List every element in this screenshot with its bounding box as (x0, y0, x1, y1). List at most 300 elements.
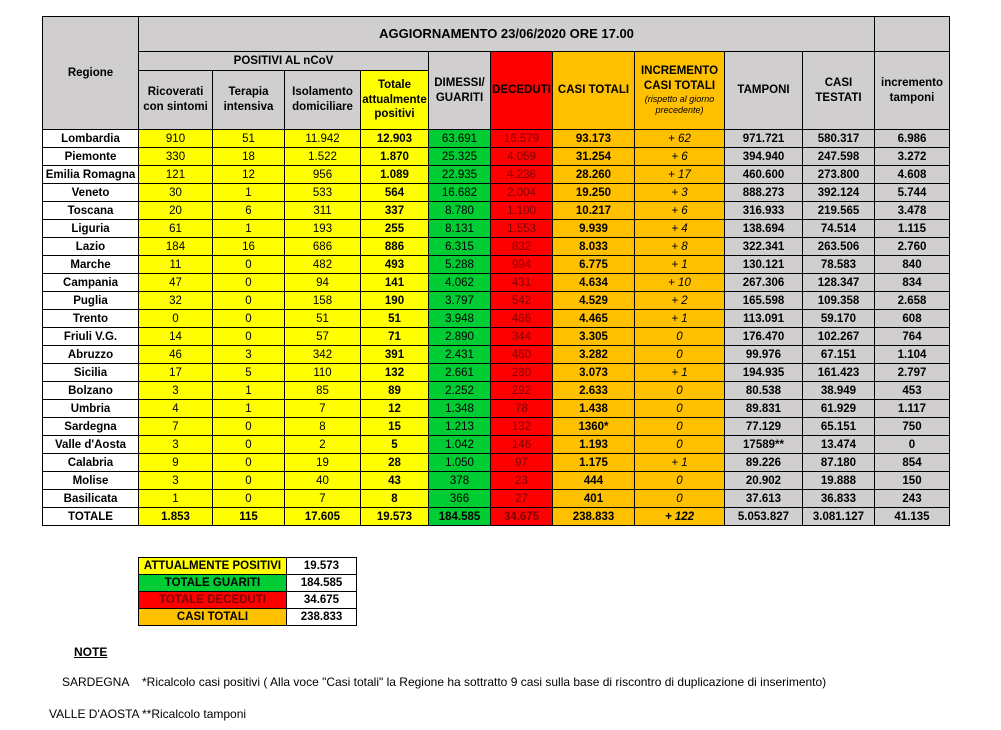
cell-terapia: 12 (213, 166, 285, 184)
cell-totale-positivi: 15 (361, 418, 429, 436)
cell-totale-positivi: 337 (361, 202, 429, 220)
cell-ricoverati: 121 (139, 166, 213, 184)
cell-casi-totali: 4.529 (553, 292, 635, 310)
cell-dimessi: 366 (429, 490, 491, 508)
header-positivi-group: POSITIVI AL nCoV (139, 52, 429, 71)
cell-casi-testati: 219.565 (803, 202, 875, 220)
cell-incremento-tamponi: 243 (875, 490, 950, 508)
cell-isolamento: 8 (285, 418, 361, 436)
cell-regione: Valle d'Aosta (43, 436, 139, 454)
cell-regione: Bolzano (43, 382, 139, 400)
cell-terapia: 0 (213, 274, 285, 292)
header-incremento-tamponi: incremento tamponi (875, 52, 950, 130)
cell-ricoverati: 14 (139, 328, 213, 346)
cell-deceduti: 78 (491, 400, 553, 418)
cell-terapia: 5 (213, 364, 285, 382)
cell-deceduti: 1.100 (491, 202, 553, 220)
cell-incremento-tamponi: 150 (875, 472, 950, 490)
cell-casi-testati: 13.474 (803, 436, 875, 454)
cell-deceduti: 146 (491, 436, 553, 454)
cell-casi-totali: 31.254 (553, 148, 635, 166)
cell-incremento-tamponi: 5.744 (875, 184, 950, 202)
cell-terapia: 0 (213, 454, 285, 472)
cell-incremento: + 4 (635, 220, 725, 238)
cell-totale-positivi: 141 (361, 274, 429, 292)
cell-isolamento: 19 (285, 454, 361, 472)
cell-deceduti: 280 (491, 364, 553, 382)
cell-terapia: 51 (213, 130, 285, 148)
cell-dimessi: 1.042 (429, 436, 491, 454)
cell-incremento: + 62 (635, 130, 725, 148)
summary-label: TOTALE DECEDUTI (139, 592, 287, 609)
cell-isolamento: 686 (285, 238, 361, 256)
cell-incremento: + 1 (635, 364, 725, 382)
cell-incremento: + 6 (635, 202, 725, 220)
cell-ricoverati: 330 (139, 148, 213, 166)
cell-dimessi: 5.288 (429, 256, 491, 274)
table-row (43, 292, 950, 310)
summary-label: CASI TOTALI (139, 609, 287, 626)
cell-casi-totali: 4.634 (553, 274, 635, 292)
cell-tamponi: 267.306 (725, 274, 803, 292)
cell-terapia: 1 (213, 382, 285, 400)
header-terapia: Terapia intensiva (213, 71, 285, 130)
cell-ricoverati: 184 (139, 238, 213, 256)
cell-ricoverati: 46 (139, 346, 213, 364)
cell-dimessi: 2.431 (429, 346, 491, 364)
cell-terapia: 1 (213, 400, 285, 418)
cell-regione: Umbria (43, 400, 139, 418)
note-text-sardegna: *Ricalcolo casi positivi ( Alla voce "Casi totali" la Regione ha sottratto 9 casi sulla base di riscontro di duplicazione di inserimento) (142, 675, 827, 689)
cell-isolamento: 85 (285, 382, 361, 400)
cell-casi-testati: 3.081.127 (803, 508, 875, 526)
cell-regione: Abruzzo (43, 346, 139, 364)
cell-incremento-tamponi: 750 (875, 418, 950, 436)
cell-incremento: 0 (635, 328, 725, 346)
header-incremento-label: INCREMENTO CASI TOTALI (640, 65, 719, 93)
cell-incremento: + 1 (635, 454, 725, 472)
table-row (43, 400, 950, 418)
cell-regione: Friuli V.G. (43, 328, 139, 346)
header-incremento (635, 52, 725, 130)
cell-regione: Calabria (43, 454, 139, 472)
note-text-valle-daosta: **Ricalcolo tamponi (142, 707, 247, 721)
table-row (43, 454, 950, 472)
cell-isolamento: 11.942 (285, 130, 361, 148)
cell-tamponi: 113.091 (725, 310, 803, 328)
table-row (43, 184, 950, 202)
summary-label: TOTALE GUARITI (139, 575, 287, 592)
cell-incremento-tamponi: 834 (875, 274, 950, 292)
cell-terapia: 6 (213, 202, 285, 220)
table-body (43, 130, 950, 526)
table-row (43, 328, 950, 346)
cell-terapia: 1 (213, 220, 285, 238)
cell-incremento: + 6 (635, 148, 725, 166)
cell-regione: Sardegna (43, 418, 139, 436)
cell-regione: Marche (43, 256, 139, 274)
cell-totale-positivi: 12.903 (361, 130, 429, 148)
cell-incremento-tamponi: 1.104 (875, 346, 950, 364)
cell-deceduti: 16.579 (491, 130, 553, 148)
cell-deceduti: 2.004 (491, 184, 553, 202)
cell-casi-testati: 59.170 (803, 310, 875, 328)
cell-dimessi: 4.062 (429, 274, 491, 292)
cell-ricoverati: 1 (139, 490, 213, 508)
cell-tamponi: 130.121 (725, 256, 803, 274)
cell-casi-totali: 6.775 (553, 256, 635, 274)
table-row (43, 346, 950, 364)
table-row (43, 238, 950, 256)
cell-dimessi: 2.252 (429, 382, 491, 400)
cell-tamponi: 322.341 (725, 238, 803, 256)
cell-incremento-tamponi: 1.117 (875, 400, 950, 418)
cell-casi-testati: 109.358 (803, 292, 875, 310)
cell-casi-testati: 74.514 (803, 220, 875, 238)
cell-deceduti: 344 (491, 328, 553, 346)
cell-casi-totali: 238.833 (553, 508, 635, 526)
cell-regione: Puglia (43, 292, 139, 310)
summary-row (139, 575, 357, 592)
cell-casi-testati: 580.317 (803, 130, 875, 148)
cell-casi-totali: 3.305 (553, 328, 635, 346)
cell-incremento: + 10 (635, 274, 725, 292)
header-ricoverati: Ricoverati con sintomi (139, 71, 213, 130)
cell-ricoverati: 11 (139, 256, 213, 274)
cell-isolamento: 7 (285, 400, 361, 418)
cell-incremento-tamponi: 840 (875, 256, 950, 274)
table-row (43, 418, 950, 436)
cell-casi-testati: 263.506 (803, 238, 875, 256)
cell-isolamento: 1.522 (285, 148, 361, 166)
cell-terapia: 1 (213, 184, 285, 202)
cell-totale-positivi: 255 (361, 220, 429, 238)
cell-tamponi: 394.940 (725, 148, 803, 166)
cell-ricoverati: 9 (139, 454, 213, 472)
cell-casi-testati: 102.267 (803, 328, 875, 346)
cell-casi-testati: 273.800 (803, 166, 875, 184)
cell-dimessi: 25.325 (429, 148, 491, 166)
cell-tamponi: 99.976 (725, 346, 803, 364)
cell-totale-positivi: 132 (361, 364, 429, 382)
cell-totale-positivi: 886 (361, 238, 429, 256)
cell-incremento: 0 (635, 436, 725, 454)
cell-dimessi: 2.890 (429, 328, 491, 346)
summary-value: 238.833 (287, 609, 357, 626)
cell-tamponi: 460.600 (725, 166, 803, 184)
summary-row (139, 609, 357, 626)
cell-ricoverati: 7 (139, 418, 213, 436)
cell-tamponi: 77.129 (725, 418, 803, 436)
cell-casi-testati: 87.180 (803, 454, 875, 472)
cell-ricoverati: 1.853 (139, 508, 213, 526)
table-row (43, 166, 950, 184)
cell-casi-testati: 161.423 (803, 364, 875, 382)
cell-dimessi: 3.797 (429, 292, 491, 310)
cell-incremento-tamponi: 6.986 (875, 130, 950, 148)
cell-regione: Toscana (43, 202, 139, 220)
cell-isolamento: 2 (285, 436, 361, 454)
cell-incremento-tamponi: 1.115 (875, 220, 950, 238)
cell-isolamento: 193 (285, 220, 361, 238)
summary-value: 19.573 (287, 558, 357, 575)
cell-incremento-tamponi: 4.608 (875, 166, 950, 184)
cell-deceduti: 542 (491, 292, 553, 310)
cell-deceduti: 832 (491, 238, 553, 256)
cell-ricoverati: 3 (139, 382, 213, 400)
cell-isolamento: 7 (285, 490, 361, 508)
note-label-valle-daosta: VALLE D'AOSTA (49, 707, 140, 721)
cell-regione: Piemonte (43, 148, 139, 166)
cell-isolamento: 40 (285, 472, 361, 490)
summary-row (139, 592, 357, 609)
cell-dimessi: 8.780 (429, 202, 491, 220)
cell-deceduti: 23 (491, 472, 553, 490)
cell-terapia: 0 (213, 310, 285, 328)
cell-incremento-tamponi: 2.797 (875, 364, 950, 382)
cell-incremento-tamponi: 2.760 (875, 238, 950, 256)
cell-tamponi: 80.538 (725, 382, 803, 400)
cell-incremento: + 8 (635, 238, 725, 256)
cell-dimessi: 2.661 (429, 364, 491, 382)
table-row (43, 364, 950, 382)
cell-tamponi: 888.273 (725, 184, 803, 202)
cell-regione: Lazio (43, 238, 139, 256)
header-tamponi: TAMPONI (725, 52, 803, 130)
table-row (43, 130, 950, 148)
cell-isolamento: 311 (285, 202, 361, 220)
cell-dimessi: 16.682 (429, 184, 491, 202)
cell-deceduti: 97 (491, 454, 553, 472)
cell-dimessi: 6.315 (429, 238, 491, 256)
cell-totale-positivi: 43 (361, 472, 429, 490)
cell-casi-testati: 19.888 (803, 472, 875, 490)
cell-regione: Liguria (43, 220, 139, 238)
cell-isolamento: 158 (285, 292, 361, 310)
cell-dimessi: 1.213 (429, 418, 491, 436)
cell-casi-totali: 3.282 (553, 346, 635, 364)
cell-totale-positivi: 12 (361, 400, 429, 418)
header-deceduti: DECEDUTI (491, 52, 553, 130)
cell-incremento: + 1 (635, 310, 725, 328)
cell-terapia: 0 (213, 256, 285, 274)
cell-ricoverati: 3 (139, 472, 213, 490)
cell-totale-positivi: 51 (361, 310, 429, 328)
cell-tamponi: 89.831 (725, 400, 803, 418)
cell-casi-totali: 2.633 (553, 382, 635, 400)
cell-isolamento: 51 (285, 310, 361, 328)
cell-deceduti: 1.553 (491, 220, 553, 238)
cell-deceduti: 292 (491, 382, 553, 400)
cell-ricoverati: 17 (139, 364, 213, 382)
cell-totale-positivi: 8 (361, 490, 429, 508)
cell-totale-positivi: 28 (361, 454, 429, 472)
cell-casi-testati: 128.347 (803, 274, 875, 292)
cell-regione: Basilicata (43, 490, 139, 508)
header-dimessi: DIMESSI/ GUARITI (429, 52, 491, 130)
header-isolamento: Isolamento domiciliare (285, 71, 361, 130)
table-row (43, 274, 950, 292)
cell-deceduti: 466 (491, 310, 553, 328)
cell-incremento: 0 (635, 382, 725, 400)
cell-tamponi: 138.694 (725, 220, 803, 238)
cell-terapia: 18 (213, 148, 285, 166)
cell-dimessi: 184.585 (429, 508, 491, 526)
header-totale-positivi: Totale attualmente positivi (361, 71, 429, 130)
cell-incremento: 0 (635, 490, 725, 508)
cell-totale-positivi: 89 (361, 382, 429, 400)
cell-tamponi: 176.470 (725, 328, 803, 346)
table-row-total (43, 508, 950, 526)
cell-casi-totali: 28.260 (553, 166, 635, 184)
cell-incremento-tamponi: 854 (875, 454, 950, 472)
cell-deceduti: 994 (491, 256, 553, 274)
cell-regione: Campania (43, 274, 139, 292)
cell-incremento-tamponi: 0 (875, 436, 950, 454)
cell-casi-totali: 401 (553, 490, 635, 508)
cell-casi-totali: 1.193 (553, 436, 635, 454)
cell-totale-positivi: 493 (361, 256, 429, 274)
cell-terapia: 0 (213, 292, 285, 310)
cell-casi-testati: 78.583 (803, 256, 875, 274)
table-row (43, 202, 950, 220)
cell-isolamento: 94 (285, 274, 361, 292)
cell-deceduti: 431 (491, 274, 553, 292)
table-row (43, 436, 950, 454)
cell-casi-totali: 9.939 (553, 220, 635, 238)
summary-value: 34.675 (287, 592, 357, 609)
cell-terapia: 0 (213, 328, 285, 346)
cell-regione: TOTALE (43, 508, 139, 526)
summary-table (138, 557, 357, 626)
cell-dimessi: 63.691 (429, 130, 491, 148)
cell-regione: Emilia Romagna (43, 166, 139, 184)
cell-regione: Veneto (43, 184, 139, 202)
cell-incremento-tamponi: 608 (875, 310, 950, 328)
cell-incremento-tamponi: 453 (875, 382, 950, 400)
table-row (43, 382, 950, 400)
cell-incremento: 0 (635, 346, 725, 364)
cell-deceduti: 4.236 (491, 166, 553, 184)
header-casi-totali: CASI TOTALI (553, 52, 635, 130)
cell-ricoverati: 32 (139, 292, 213, 310)
cell-incremento: + 3 (635, 184, 725, 202)
cell-incremento-tamponi: 764 (875, 328, 950, 346)
cell-incremento-tamponi: 3.478 (875, 202, 950, 220)
cell-casi-totali: 19.250 (553, 184, 635, 202)
cell-incremento: 0 (635, 418, 725, 436)
cell-casi-totali: 93.173 (553, 130, 635, 148)
cell-incremento: 0 (635, 472, 725, 490)
cell-incremento: + 122 (635, 508, 725, 526)
cell-terapia: 0 (213, 490, 285, 508)
cell-deceduti: 460 (491, 346, 553, 364)
cell-casi-testati: 38.949 (803, 382, 875, 400)
cell-deceduti: 27 (491, 490, 553, 508)
cell-casi-testati: 61.929 (803, 400, 875, 418)
cell-totale-positivi: 71 (361, 328, 429, 346)
cell-casi-totali: 4.465 (553, 310, 635, 328)
cell-incremento: + 1 (635, 256, 725, 274)
cell-ricoverati: 30 (139, 184, 213, 202)
cell-casi-testati: 36.833 (803, 490, 875, 508)
cell-totale-positivi: 19.573 (361, 508, 429, 526)
cell-deceduti: 34.675 (491, 508, 553, 526)
cell-casi-totali: 3.073 (553, 364, 635, 382)
table-row (43, 490, 950, 508)
cell-incremento: + 2 (635, 292, 725, 310)
cell-dimessi: 378 (429, 472, 491, 490)
cell-tamponi: 5.053.827 (725, 508, 803, 526)
cell-regione: Lombardia (43, 130, 139, 148)
cell-totale-positivi: 564 (361, 184, 429, 202)
cell-tamponi: 17589** (725, 436, 803, 454)
cell-casi-testati: 67.151 (803, 346, 875, 364)
cell-ricoverati: 3 (139, 436, 213, 454)
cell-dimessi: 8.131 (429, 220, 491, 238)
cell-terapia: 3 (213, 346, 285, 364)
cell-tamponi: 971.721 (725, 130, 803, 148)
header-blank (875, 17, 950, 52)
cell-dimessi: 22.935 (429, 166, 491, 184)
cell-casi-totali: 1.175 (553, 454, 635, 472)
cell-casi-totali: 1360* (553, 418, 635, 436)
header-incremento-note: (rispetto al giorno precedente) (644, 94, 715, 116)
cell-terapia: 16 (213, 238, 285, 256)
table-row (43, 148, 950, 166)
header-casi-testati: CASI TESTATI (803, 52, 875, 130)
cell-terapia: 115 (213, 508, 285, 526)
cell-incremento: 0 (635, 400, 725, 418)
cell-tamponi: 89.226 (725, 454, 803, 472)
cell-totale-positivi: 391 (361, 346, 429, 364)
cell-tamponi: 194.935 (725, 364, 803, 382)
cell-regione: Molise (43, 472, 139, 490)
cell-casi-totali: 10.217 (553, 202, 635, 220)
cell-terapia: 0 (213, 418, 285, 436)
cell-terapia: 0 (213, 436, 285, 454)
cell-casi-testati: 392.124 (803, 184, 875, 202)
cell-casi-testati: 65.151 (803, 418, 875, 436)
cell-incremento-tamponi: 41.135 (875, 508, 950, 526)
summary-label: ATTUALMENTE POSITIVI (139, 558, 287, 575)
cell-isolamento: 533 (285, 184, 361, 202)
cell-isolamento: 17.605 (285, 508, 361, 526)
cell-dimessi: 1.348 (429, 400, 491, 418)
cell-regione: Trento (43, 310, 139, 328)
cell-casi-totali: 8.033 (553, 238, 635, 256)
header-regione: Regione (43, 17, 139, 130)
cell-ricoverati: 910 (139, 130, 213, 148)
cell-ricoverati: 47 (139, 274, 213, 292)
cell-dimessi: 3.948 (429, 310, 491, 328)
cell-isolamento: 57 (285, 328, 361, 346)
cell-isolamento: 342 (285, 346, 361, 364)
covid-data-table (42, 16, 950, 526)
cell-ricoverati: 4 (139, 400, 213, 418)
cell-casi-testati: 247.598 (803, 148, 875, 166)
cell-incremento-tamponi: 2.658 (875, 292, 950, 310)
note-label-sardegna: SARDEGNA (62, 675, 130, 689)
cell-ricoverati: 20 (139, 202, 213, 220)
cell-incremento-tamponi: 3.272 (875, 148, 950, 166)
cell-casi-totali: 1.438 (553, 400, 635, 418)
cell-totale-positivi: 190 (361, 292, 429, 310)
table-title: AGGIORNAMENTO 23/06/2020 ORE 17.00 (139, 17, 875, 52)
table-row (43, 256, 950, 274)
table-row (43, 220, 950, 238)
table-row (43, 472, 950, 490)
